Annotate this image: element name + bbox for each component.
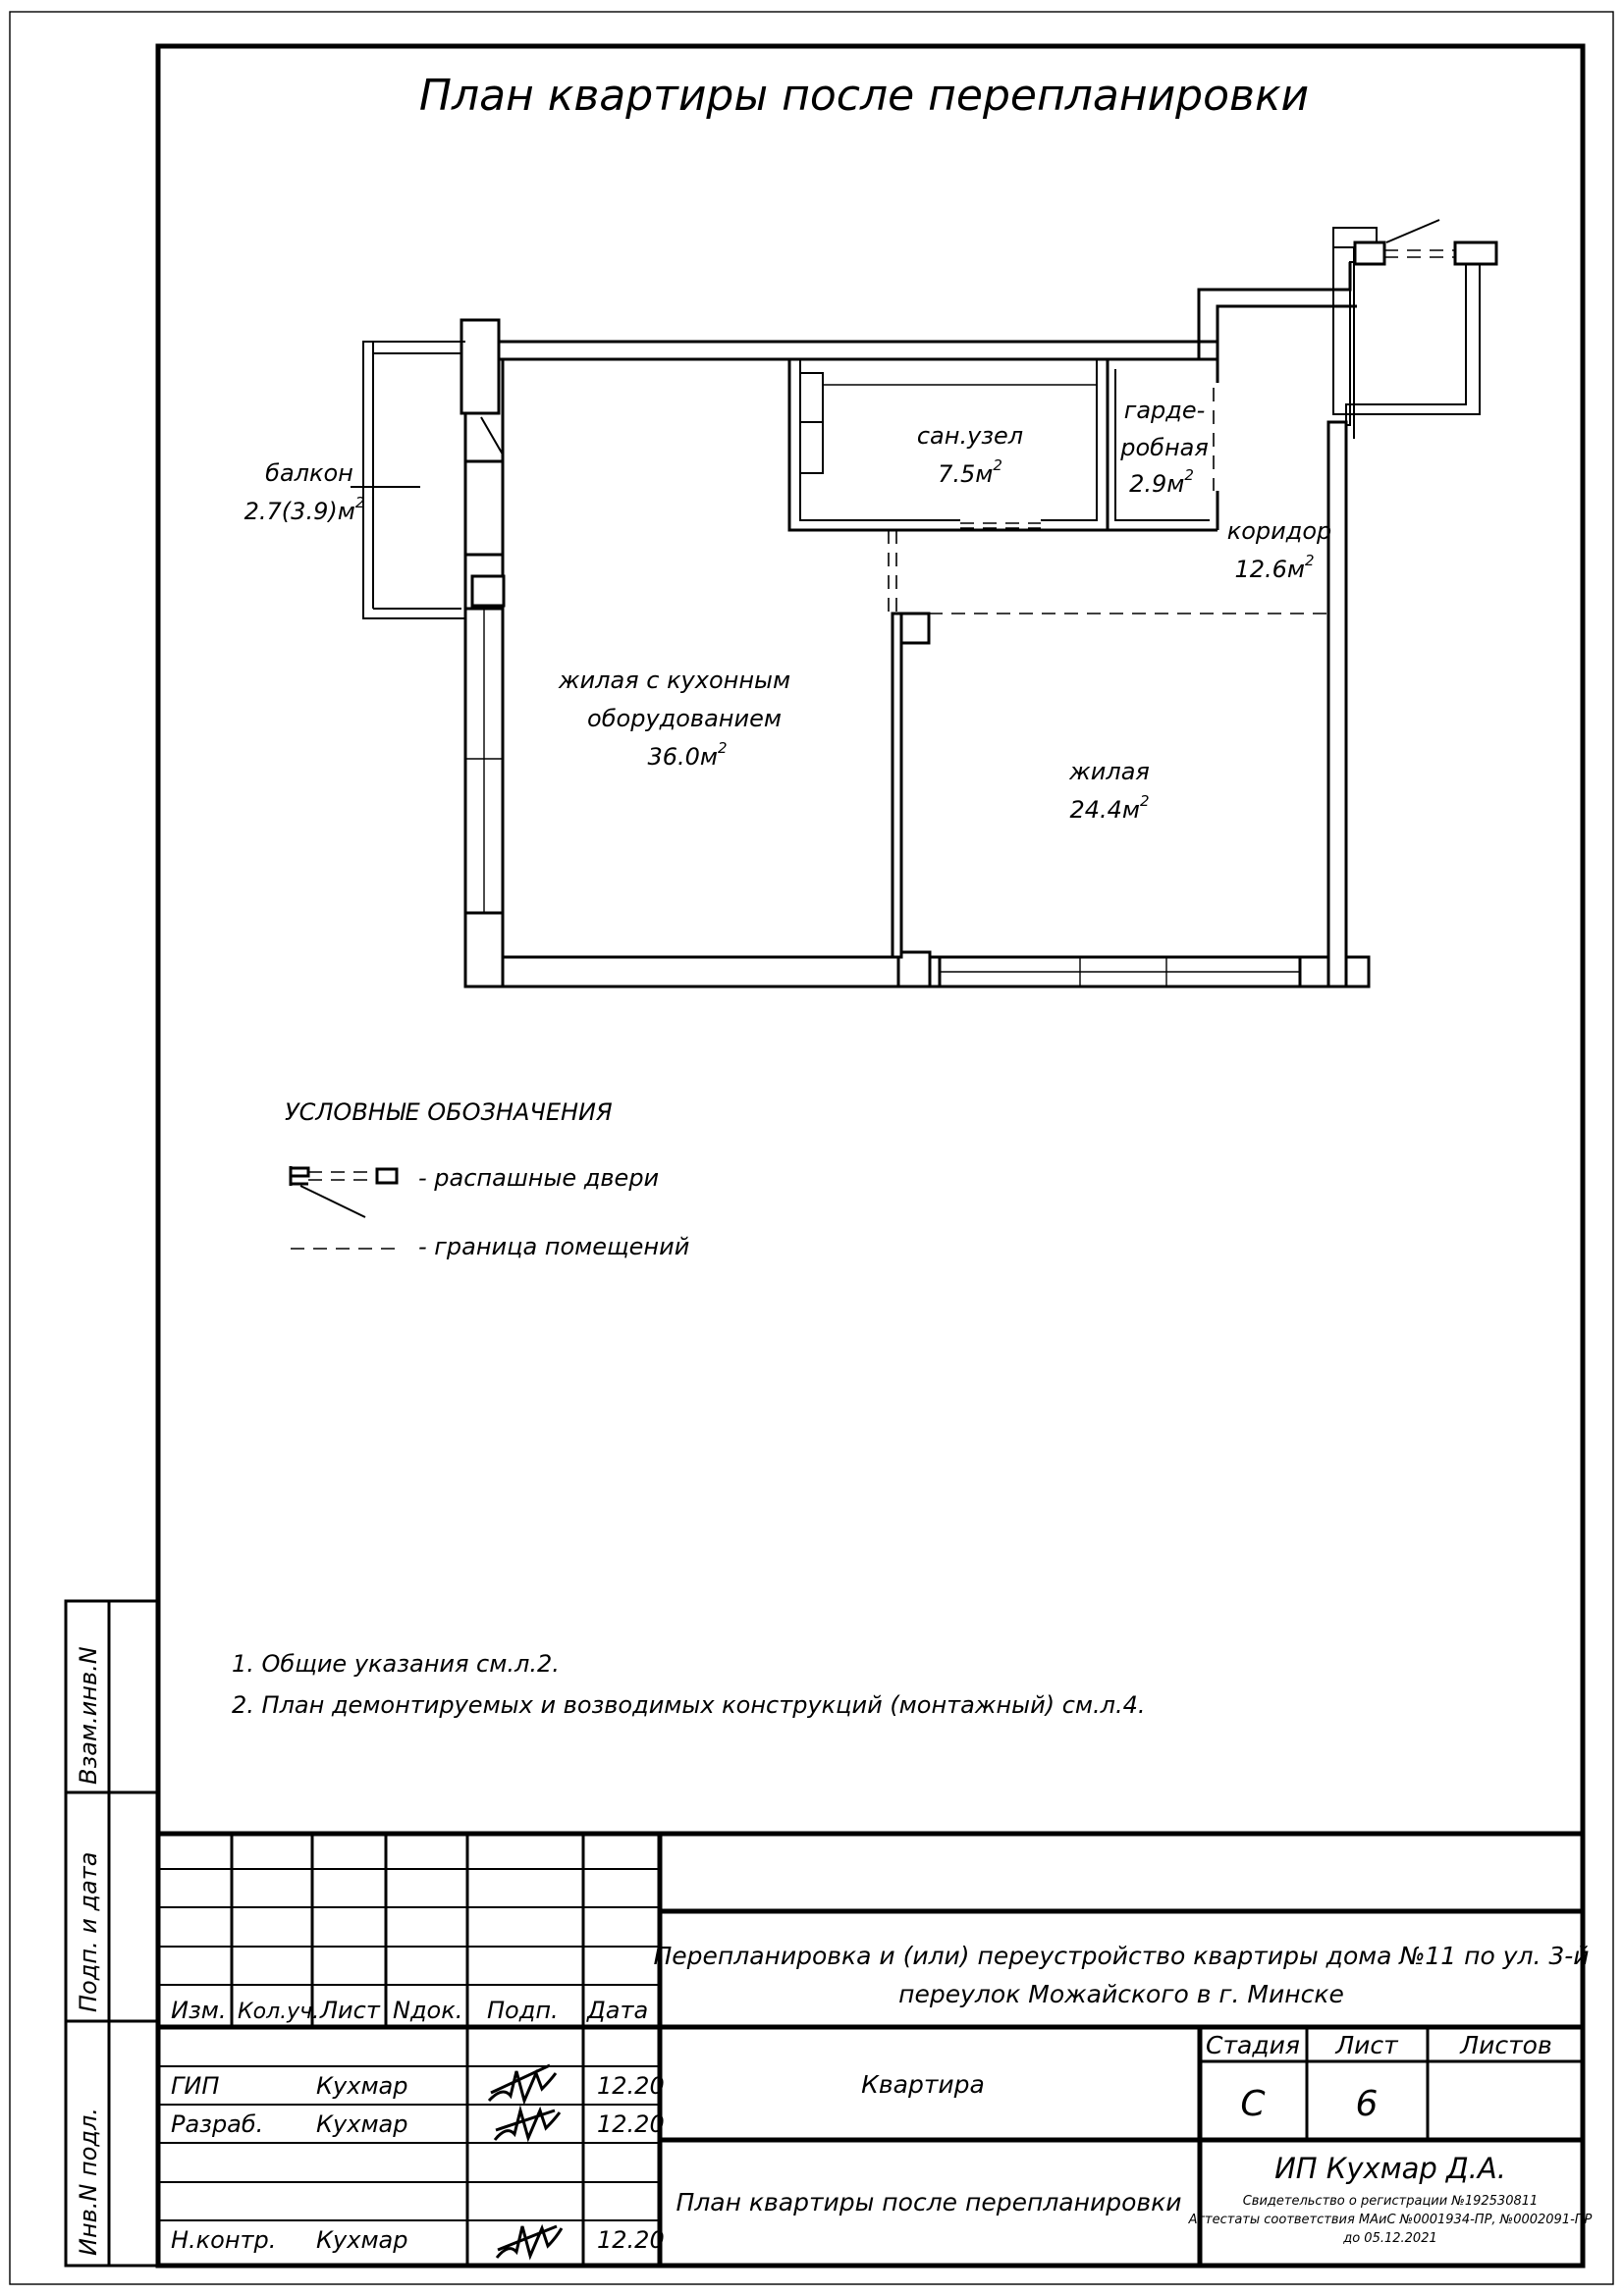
tb-header-list: Лист — [320, 1997, 380, 2024]
living-area: $24.4м^2$ — [1069, 792, 1150, 824]
wall-ne-inner — [1346, 263, 1466, 422]
wall-top-step-inner — [1217, 306, 1357, 359]
side-stamp — [66, 1601, 158, 2266]
wall-top-step — [1199, 262, 1350, 359]
legend-heading: УСЛОВНЫЕ ОБОЗНАЧЕНИЯ — [285, 1098, 613, 1126]
kitchen-name-line2: оборудованием — [587, 705, 782, 732]
drawing-frame — [158, 46, 1583, 2266]
tb-sheet-label: Лист — [1335, 2031, 1398, 2059]
corridor-area: $12.6м^2$ — [1234, 552, 1315, 583]
tb-org: ИП Кухмар Д.А. — [1274, 2152, 1506, 2185]
tb-project-line1: Перепланировка и (или) переустройство квартиры дома №11 по ул. 3-й — [653, 1942, 1590, 1970]
pillar-left-top — [461, 320, 499, 413]
partition-living — [893, 614, 901, 957]
tb-role-razrab: Разраб. — [171, 2110, 264, 2138]
stamp-inv-orig: Инв.N подл. — [75, 2108, 102, 2256]
tb-cert-1: Свидетельство о регистрации №192530811 — [1242, 2194, 1539, 2209]
window-left-upper — [465, 461, 503, 555]
kitchen-area: $36.0м^2$ — [647, 739, 728, 771]
tb-date-nkontr: 12.20 — [597, 2226, 665, 2254]
drawing-title: План квартиры после перепланировки — [418, 71, 1310, 121]
wall-corridor-right — [1328, 422, 1346, 987]
tb-name-nkontr: Кухмар — [316, 2226, 408, 2254]
bathroom-name: сан.узел — [916, 422, 1024, 450]
tb-header-podp: Подп. — [487, 1997, 559, 2024]
tb-header-data: Дата — [587, 1997, 649, 2024]
pillar-left — [472, 576, 504, 606]
wall-top — [465, 342, 1217, 359]
tb-role-nkontr: Н.контр. — [171, 2226, 277, 2254]
wardrobe-name-line2: робная — [1120, 434, 1209, 461]
balcony-area: $2.7(3.9)м^2$ — [243, 494, 365, 525]
signature-gip-icon — [489, 2065, 556, 2101]
title-block — [158, 1834, 1593, 2266]
tb-date-gip: 12.20 — [597, 2072, 665, 2100]
tb-cert-3: до 05.12.2021 — [1343, 2231, 1437, 2246]
partition-head — [901, 614, 929, 643]
tb-header-izm: Изм. — [171, 1997, 227, 2024]
legend — [285, 1098, 689, 1260]
pillar-bottom — [898, 952, 930, 987]
tb-name-gip: Кухмар — [316, 2072, 408, 2100]
stamp-sign-date: Подп. и дата — [75, 1851, 102, 2012]
note-1: 1. Общие указания см.л.2. — [232, 1650, 560, 1678]
door-symbol-icon — [291, 1166, 397, 1217]
signature-nkontr-icon — [497, 2226, 562, 2258]
tb-project-line2: переулок Можайского в г. Минске — [898, 1980, 1344, 2008]
tb-stage-value: С — [1240, 2084, 1266, 2124]
living-name: жилая — [1069, 758, 1150, 785]
wall-ne-block-2 — [1455, 242, 1496, 264]
tb-date-razrab: 12.20 — [597, 2110, 665, 2138]
tb-sheet-title: План квартиры после перепланировки — [676, 2188, 1182, 2216]
door-ne-leaf — [1386, 220, 1439, 242]
note-2: 2. План демонтируемых и возводимых конструкций (монтажный) см.л.4. — [232, 1691, 1146, 1719]
tb-object: Квартира — [861, 2070, 985, 2099]
signature-razrab-icon — [495, 2110, 560, 2140]
tb-sheets-label: Листов — [1460, 2031, 1552, 2059]
bathroom-area: $7.5м^2$ — [938, 456, 1002, 488]
corridor-name: коридор — [1226, 517, 1332, 545]
tb-cert-2: Аттестаты соответствия МАиС №0001934-ПР, №0002091-ПР — [1188, 2213, 1593, 2227]
legend-doors-text: - распашные двери — [418, 1164, 660, 1192]
wall-ne-block — [1355, 242, 1384, 264]
tb-name-razrab: Кухмар — [316, 2110, 408, 2138]
tb-role-gip: ГИП — [171, 2072, 220, 2100]
tb-sheet-value: 6 — [1355, 2084, 1379, 2124]
balcony-outline — [363, 342, 465, 618]
wardrobe-area: $2.9м^2$ — [1129, 466, 1194, 498]
room-labels — [244, 397, 1332, 824]
balcony-name: балкон — [265, 459, 353, 487]
wardrobe-name-line1: гарде- — [1123, 397, 1206, 424]
kitchen-name-line1: жилая с кухонным — [558, 667, 791, 694]
tb-stage-label: Стадия — [1206, 2031, 1300, 2059]
tb-header-ndok: Nдок. — [393, 1997, 463, 2024]
stamp-replace-inv: Взам.инв.N — [75, 1646, 102, 1785]
tb-header-kolich: Кол.уч. — [238, 2000, 320, 2024]
legend-boundary-text: - граница помещений — [418, 1233, 690, 1260]
floor-plan — [351, 220, 1496, 987]
